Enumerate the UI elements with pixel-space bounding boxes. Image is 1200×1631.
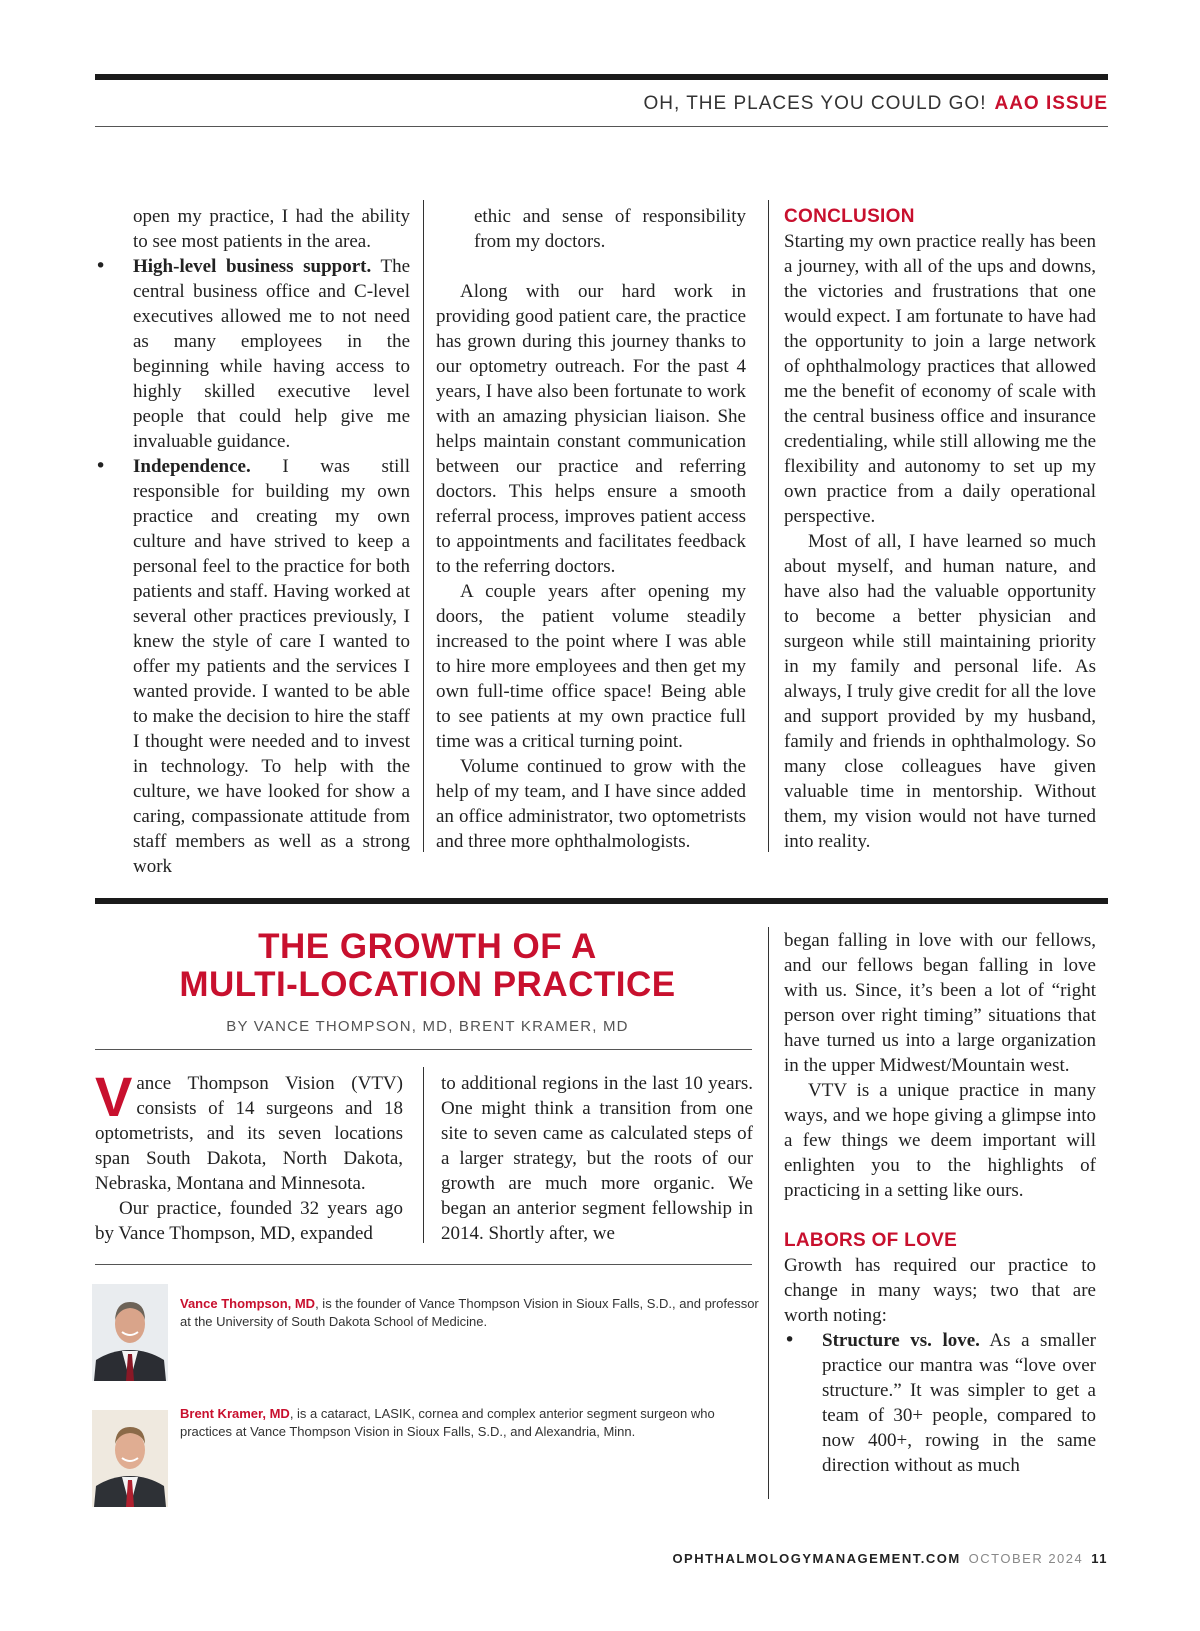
running-header — [643, 93, 1108, 115]
byline-rule — [95, 1049, 752, 1050]
column-divider — [768, 200, 769, 852]
paragraph: Along with our hard work in providing good patient care, the practice has grown during this journey thanks to our optometry outreach. For the past 4 years, I have also been fortunate to work with an amazing physician liaison. She helps maintain constant communication between our practice and referring doctors. This helps ensure a smooth referral process, improves patient access to appointments and facilitates feedback to the referring doctors. — [436, 281, 746, 577]
labors-of-love-heading: LABORS OF LOVE — [784, 1230, 958, 1251]
top-article-column-2 — [436, 204, 746, 854]
author-bio-brent-kramer: Brent Kramer, MD, is a cataract, LASIK, cornea and complex anterior segment surgeon who practices at Vance Thompson Vision in Sioux Falls, S.D., and Alexandria, Minn. — [180, 1406, 715, 1439]
conclusion-heading: CONCLUSION — [784, 206, 915, 227]
author-name: Brent Kramer, MD — [180, 1406, 290, 1421]
author-name: Vance Thompson, MD — [180, 1296, 316, 1311]
paragraph: VTV is a unique practice in many ways, and we hope giving a glimpse into a few things we deem important will enlighten you to the highlights of practicing in a setting like ours. — [784, 1080, 1096, 1201]
bullet-lead: Independence. — [133, 456, 251, 477]
column-divider — [423, 200, 424, 852]
top-article-column-1 — [95, 204, 410, 879]
article-title: THE GROWTH OF A MULTI-LOCATION PRACTICE — [179, 927, 676, 1004]
article2-column-3 — [784, 928, 1096, 1478]
article-divider — [95, 898, 1108, 904]
bullet-item — [784, 1328, 1096, 1478]
bullet-lead: Structure vs. love. — [822, 1330, 980, 1351]
page-number: 11 — [1091, 1551, 1108, 1566]
column-divider — [768, 927, 769, 1499]
paragraph: Most of all, I have learned so much about myself, and human nature, and have also had the valuable opportunity to become a better physician and surgeon while still maintaining priority in my family and personal life. As always, I truly give credit for all the love and support provided by my husband, family and friends in ophthalmology. So many close colleagues have given valuable time in mentorship. Without them, my vision would not have turned into reality. — [784, 531, 1096, 852]
paragraph: ethic and sense of responsibility from my doctors. — [474, 206, 746, 252]
paragraph: Starting my own practice really has been a journey, with all of the ups and downs, the victories and frustrations that one would expect. I am fortunate to have had the opportunity to join a large network of ophthalmology practices that allowed me the benefit of economy of scale with the central business office and insurance credentialing, while still allowing me the flexibility and autonomy to set up my own practice from a daily operational perspective. — [784, 231, 1096, 527]
author-photo-brent-kramer — [92, 1410, 168, 1507]
bullet-icon: • — [95, 455, 107, 477]
article2-column-2 — [441, 1071, 753, 1246]
author-photo-vance-thompson — [92, 1284, 168, 1381]
header-rule — [95, 126, 1108, 127]
footer-site: OPHTHALMOLOGYMANAGEMENT.COM — [672, 1551, 961, 1566]
paragraph: Volume continued to grow with the help of my team, and I have since added an office administrator, two optometrists and three more ophthalmologists. — [436, 756, 746, 852]
drop-cap: V — [95, 1065, 133, 1128]
page-footer — [672, 1551, 1108, 1566]
paragraph: Our practice, founded 32 years ago by Vance Thompson, MD, expanded — [95, 1198, 403, 1244]
column-divider — [423, 1067, 424, 1243]
paragraph: began falling in love with our fellows, and our fellows began falling in love with us. Since, it’s been a lot of “right person over right timing” situations that have turned us into a large organization in the upper Midwest/Mountain west. — [784, 930, 1096, 1076]
bio-rule — [95, 1264, 752, 1265]
author-bio-vance-thompson: Vance Thompson, MD, is the founder of Vance Thompson Vision in Sioux Falls, S.D., and professor at the University of South Dakota School of Medicine. — [180, 1296, 759, 1329]
bullet-lead: High-level business support. — [133, 256, 372, 277]
footer-date: OCTOBER 2024 — [968, 1551, 1084, 1566]
running-title: OH, THE PLACES YOU COULD GO! — [643, 93, 987, 114]
paragraph: A couple years after opening my doors, the patient volume steadily increased to the point where I was able to hire more employees and then get my own full-time office space! Being able to see patients at my own practice full time was a critical turning point. — [436, 581, 746, 752]
lead-paragraph: Vance Thompson Vision (VTV) consists of 14 surgeons and 18 optometrists, and its seven locations span South Dakota, North Dakota, Nebraska, Montana and Minnesota. — [95, 1065, 403, 1194]
bullet-item — [95, 254, 410, 454]
issue-label: AAO ISSUE — [994, 93, 1108, 114]
top-article-column-3 — [784, 204, 1096, 854]
article2-column-1 — [95, 1065, 403, 1246]
bullet-icon: • — [784, 1329, 796, 1351]
bullet-text: As a smaller practice our mantra was “love over structure.” It was simpler to get a team of 30+ people, compared to now 400+, rowing in the same direction without as much — [822, 1330, 1096, 1476]
article-byline: BY VANCE THOMPSON, MD, BRENT KRAMER, MD — [226, 1018, 629, 1035]
paragraph: open my practice, I had the ability to see most patients in the area. — [133, 206, 410, 252]
bullet-icon: • — [95, 255, 107, 277]
paragraph: to additional regions in the last 10 years. One might think a transition from one site to seven came as calculated steps of a larger strategy, but the roots of our growth are much more organic. We began an anterior segment fellowship in 2014. Shortly after, we — [441, 1073, 753, 1244]
bullet-text: The central business office and C-level executives allowed me to not need as many employees in the beginning while having access to highly skilled executive level people that could help give me invaluable guidance. — [133, 256, 411, 452]
paragraph: Growth has required our practice to change in many ways; two that are worth noting: — [784, 1255, 1096, 1326]
bullet-text: I was still responsible for building my own practice and creating my own culture and have strived to keep a personal feel to the practice for both patients and staff. Having worked at several other practices previously, I knew the style of care I wanted to offer my patients and the services I wanted provide. I wanted to be able to make the decision to hire the staff I thought were needed and to invest in technology. To help with the culture, we have looked for show a caring, compassionate attitude from staff members as well as a strong work — [133, 456, 410, 877]
bullet-item — [95, 454, 410, 879]
top-rule — [95, 74, 1108, 80]
